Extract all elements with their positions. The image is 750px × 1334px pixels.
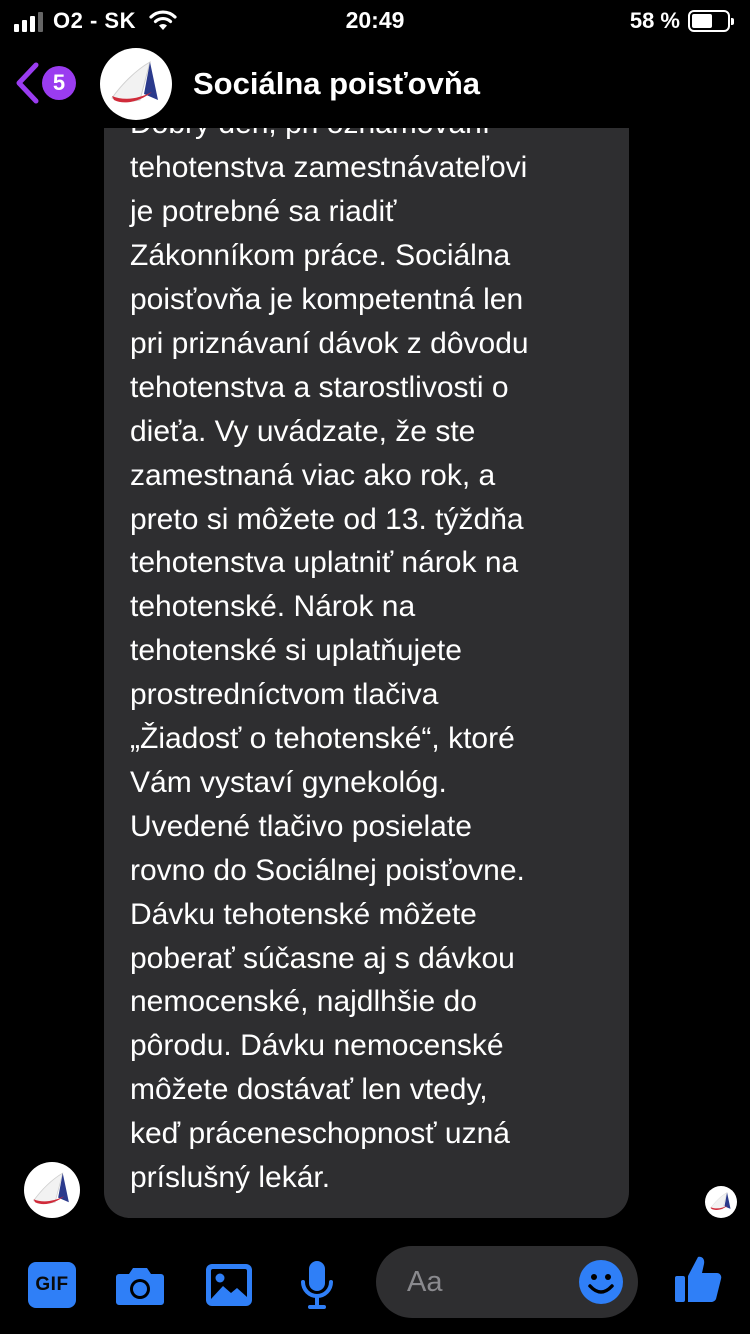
- gif-button[interactable]: GIF: [28, 1262, 76, 1308]
- back-button[interactable]: [14, 62, 76, 104]
- thumbs-up-icon: [674, 1254, 722, 1304]
- microphone-icon: [300, 1260, 334, 1310]
- chat-header: [0, 44, 750, 128]
- social-insurance-logo: [106, 54, 166, 114]
- battery-percent: 58 %: [629, 8, 680, 33]
- message-input[interactable]: [376, 1246, 638, 1318]
- contact-name[interactable]: Sociálna poisťovňa: [193, 66, 481, 101]
- camera-button[interactable]: [115, 1260, 165, 1310]
- camera-icon: [115, 1264, 165, 1306]
- unread-count-badge: 5: [42, 66, 76, 100]
- composer-bar: [0, 1240, 750, 1334]
- emoji-button[interactable]: [578, 1259, 624, 1310]
- like-button[interactable]: [673, 1254, 723, 1304]
- carrier-label: O2 - SK: [53, 8, 136, 33]
- social-insurance-logo: [29, 1167, 75, 1213]
- message-bubble[interactable]: [104, 92, 629, 1218]
- message-text: tehotenstva zamestnávateľovi je potrebné sa riadiť Zákonníkom práce. Sociálna poisťovňa je kompetentná len pri priznávaní dávok z dôvodu tehotenstva a starostlivosti o dieťa. Vy uvádzate, že ste zamestnaná viac ako rok, a preto si môžete od 13. týždňa tehotenstva uplatniť nárok na tehotenské. Nárok na tehotenské si uplatňujete prostredníctvom tlačiva „Žiadosť o tehotenské“, ktoré Vám vystaví gynekológ. Uvedené tlačivo posielate rovno do Sociálnej poisťovne. Dávku tehotenské môžete poberať súčasne aj s dávkou nemocenské, najdlhšie do pôrodu. Dávku nemocenské môžete dostávať len vtedy, keď práceneschopnosť uzná príslušný lekár.: [130, 151, 529, 1195]
- chevron-left-icon: [14, 62, 40, 104]
- voice-button[interactable]: [292, 1260, 342, 1310]
- contact-avatar[interactable]: [100, 48, 172, 120]
- status-bar: [0, 0, 750, 44]
- battery-fill: [692, 14, 712, 28]
- read-receipt-avatar: [705, 1186, 737, 1218]
- gallery-button[interactable]: [204, 1260, 254, 1310]
- emoji-icon: [578, 1259, 624, 1305]
- battery-icon: [688, 10, 730, 32]
- sender-avatar[interactable]: [24, 1162, 80, 1218]
- social-insurance-logo: [708, 1189, 734, 1215]
- image-icon: [205, 1263, 253, 1307]
- message-input-placeholder: Aa: [407, 1266, 443, 1298]
- clock: 20:49: [345, 7, 405, 33]
